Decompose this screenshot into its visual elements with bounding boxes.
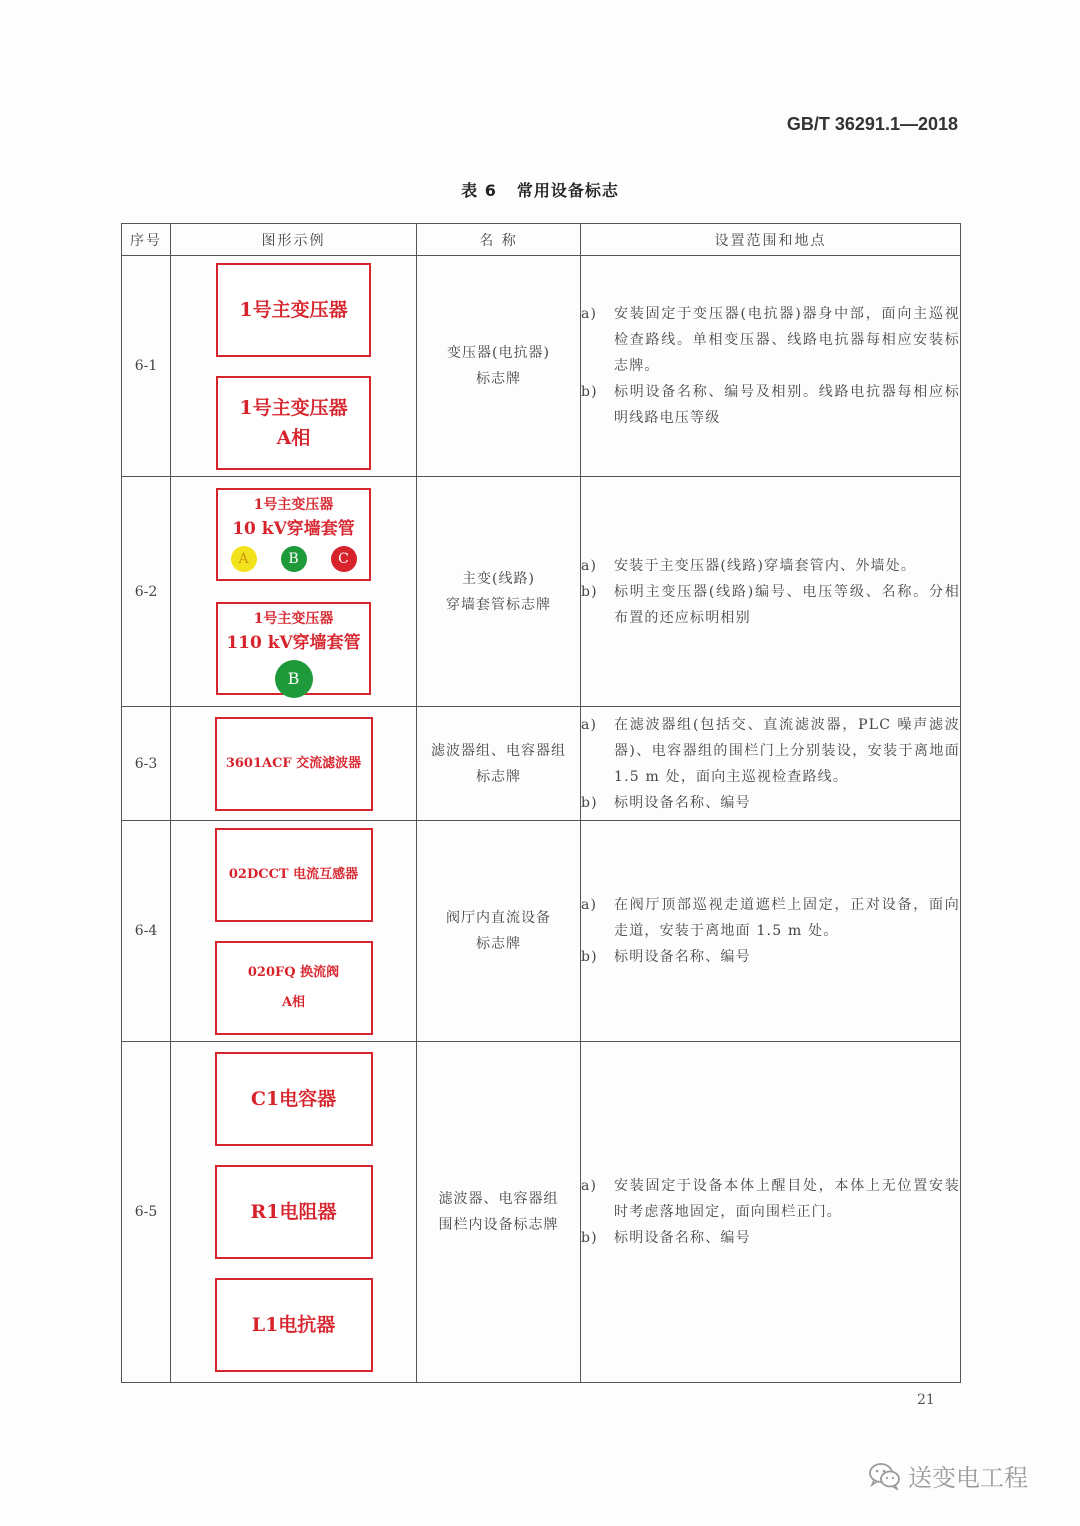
table-title bbox=[0, 178, 1080, 201]
name-line: 主变(线路) bbox=[462, 570, 535, 587]
name-line: 变压器(电抗器) bbox=[447, 345, 550, 361]
item-label: b) bbox=[581, 794, 598, 811]
sign-line: 10 kV穿墙套管 bbox=[232, 519, 355, 539]
equipment-signs-table bbox=[121, 223, 961, 1383]
name-line: 穿墙套管标志牌 bbox=[446, 596, 551, 613]
sign-example bbox=[215, 1165, 373, 1259]
phase-circle-icon: A bbox=[231, 546, 257, 572]
wechat-icon bbox=[868, 1462, 902, 1490]
name-line: 阀厅内直流设备 bbox=[446, 910, 551, 926]
row-description bbox=[581, 1042, 961, 1383]
name-line: 标志牌 bbox=[476, 371, 521, 387]
description-item bbox=[581, 553, 960, 579]
item-label: a) bbox=[581, 716, 598, 733]
sign-examples bbox=[171, 821, 417, 1042]
row-name bbox=[417, 821, 581, 1042]
item-text: 标明主变压器(线路)编号、电压等级、名称。分相布置的还应标明相别 bbox=[614, 583, 960, 626]
description-item bbox=[581, 790, 960, 816]
sign-line: A相 bbox=[276, 426, 311, 449]
phase-circle-icon: B bbox=[275, 660, 313, 698]
row-name bbox=[417, 256, 581, 477]
sign-example bbox=[215, 941, 373, 1035]
item-text: 安装固定于变压器(电抗器)器身中部，面向主巡视检查路线。单相变压器、线路电抗器每相应安装标志牌。 bbox=[614, 306, 960, 374]
sign-example bbox=[215, 717, 373, 811]
item-label: b) bbox=[581, 384, 598, 400]
watermark-text: 送变电工程 bbox=[908, 1464, 1028, 1492]
row-description bbox=[581, 477, 961, 707]
sign-line: 020FQ 换流阀 bbox=[247, 964, 340, 980]
table-row bbox=[122, 1042, 961, 1383]
sign-line: 1号主变压器 bbox=[239, 298, 348, 321]
table-row bbox=[122, 256, 961, 477]
sign-example bbox=[215, 1278, 373, 1372]
row-seq: 6-4 bbox=[122, 821, 171, 1042]
item-text: 在阀厅顶部巡视走道遮栏上固定，正对设备，面向走道，安装于离地面 1.5 m 处。 bbox=[614, 897, 960, 939]
description-item bbox=[581, 1225, 960, 1251]
sign-example bbox=[215, 828, 373, 922]
name-line: 标志牌 bbox=[476, 768, 521, 785]
row-name bbox=[417, 1042, 581, 1383]
table-number: 表 6 bbox=[461, 181, 497, 200]
sign-example bbox=[216, 488, 371, 581]
sign-line: 1号主变压器 bbox=[253, 611, 334, 627]
item-text: 标明设备名称、编号 bbox=[614, 1230, 751, 1246]
table-title-text: 常用设备标志 bbox=[516, 181, 619, 200]
table-row bbox=[122, 707, 961, 821]
sign-example bbox=[215, 1052, 373, 1146]
sign-line: 3601ACF 交流滤波器 bbox=[225, 755, 362, 771]
sign-examples bbox=[171, 1042, 417, 1383]
phase-circle-icon: B bbox=[281, 546, 307, 572]
item-label: a) bbox=[581, 897, 598, 913]
description-item bbox=[581, 1173, 960, 1225]
page-number: 21 bbox=[917, 1392, 935, 1408]
row-description bbox=[581, 707, 961, 821]
phase-circle-icon: C bbox=[331, 546, 357, 572]
column-header-location: 设置范围和地点 bbox=[581, 224, 961, 256]
item-text: 标明设备名称、编号 bbox=[614, 949, 751, 965]
description-item bbox=[581, 301, 960, 379]
name-line: 滤波器、电容器组 bbox=[438, 1191, 559, 1207]
phase-indicators bbox=[231, 546, 357, 572]
item-label: b) bbox=[581, 583, 598, 600]
table-row bbox=[122, 477, 961, 707]
description-item bbox=[581, 892, 960, 944]
sign-line: 110 kV穿墙套管 bbox=[226, 633, 361, 653]
sign-line: 02DCCT 电流互感器 bbox=[228, 866, 359, 882]
description-item bbox=[581, 379, 960, 431]
sign-examples bbox=[171, 477, 417, 707]
row-seq: 6-1 bbox=[122, 256, 171, 477]
table-row bbox=[122, 821, 961, 1042]
item-label: a) bbox=[581, 306, 598, 322]
name-line: 滤波器组、电容器组 bbox=[431, 742, 566, 759]
name-line: 围栏内设备标志牌 bbox=[438, 1217, 559, 1233]
name-line: 标志牌 bbox=[476, 936, 521, 952]
description-item bbox=[581, 579, 960, 631]
sign-line: L1电抗器 bbox=[251, 1314, 336, 1336]
sign-line: A相 bbox=[281, 994, 306, 1010]
row-name bbox=[417, 707, 581, 821]
row-description bbox=[581, 821, 961, 1042]
sign-line: 1号主变压器 bbox=[239, 396, 348, 419]
item-label: a) bbox=[581, 1178, 598, 1194]
sign-examples bbox=[171, 707, 417, 821]
row-description bbox=[581, 256, 961, 477]
sign-line: R1电阻器 bbox=[250, 1201, 337, 1223]
phase-indicators bbox=[275, 660, 313, 698]
description-item bbox=[581, 944, 960, 970]
standard-code: GB/T 36291.1—2018 bbox=[786, 114, 958, 134]
column-header-example: 图形示例 bbox=[171, 224, 417, 256]
sign-line: C1电容器 bbox=[250, 1088, 337, 1110]
item-text: 安装于主变压器(线路)穿墙套管内、外墙处。 bbox=[614, 557, 917, 574]
watermark bbox=[868, 1458, 1028, 1493]
row-name bbox=[417, 477, 581, 707]
item-text: 安装固定于设备本体上醒目处，本体上无位置安装时考虑落地固定，面向围栏正门。 bbox=[614, 1178, 960, 1220]
item-text: 在滤波器组(包括交、直流滤波器，PLC 噪声滤波器)、电容器组的围栏门上分别装设，安装于离地面 1.5 m 处，面向主巡视检查路线。 bbox=[614, 716, 960, 785]
column-header-seq: 序号 bbox=[122, 224, 171, 256]
row-seq: 6-2 bbox=[122, 477, 171, 707]
item-label: b) bbox=[581, 949, 598, 965]
item-text: 标明设备名称、编号 bbox=[614, 794, 751, 811]
table-header-row bbox=[122, 224, 961, 256]
sign-line: 1号主变压器 bbox=[253, 497, 334, 513]
item-text: 标明设备名称、编号及相别。线路电抗器每相应标明线路电压等级 bbox=[614, 384, 960, 426]
row-seq: 6-5 bbox=[122, 1042, 171, 1383]
sign-example bbox=[216, 263, 371, 357]
row-seq: 6-3 bbox=[122, 707, 171, 821]
description-item bbox=[581, 712, 960, 790]
item-label: b) bbox=[581, 1230, 598, 1246]
sign-examples bbox=[171, 256, 417, 477]
item-label: a) bbox=[581, 557, 598, 574]
sign-example bbox=[216, 376, 371, 470]
sign-example bbox=[216, 602, 371, 695]
column-header-name: 名 称 bbox=[417, 224, 581, 256]
